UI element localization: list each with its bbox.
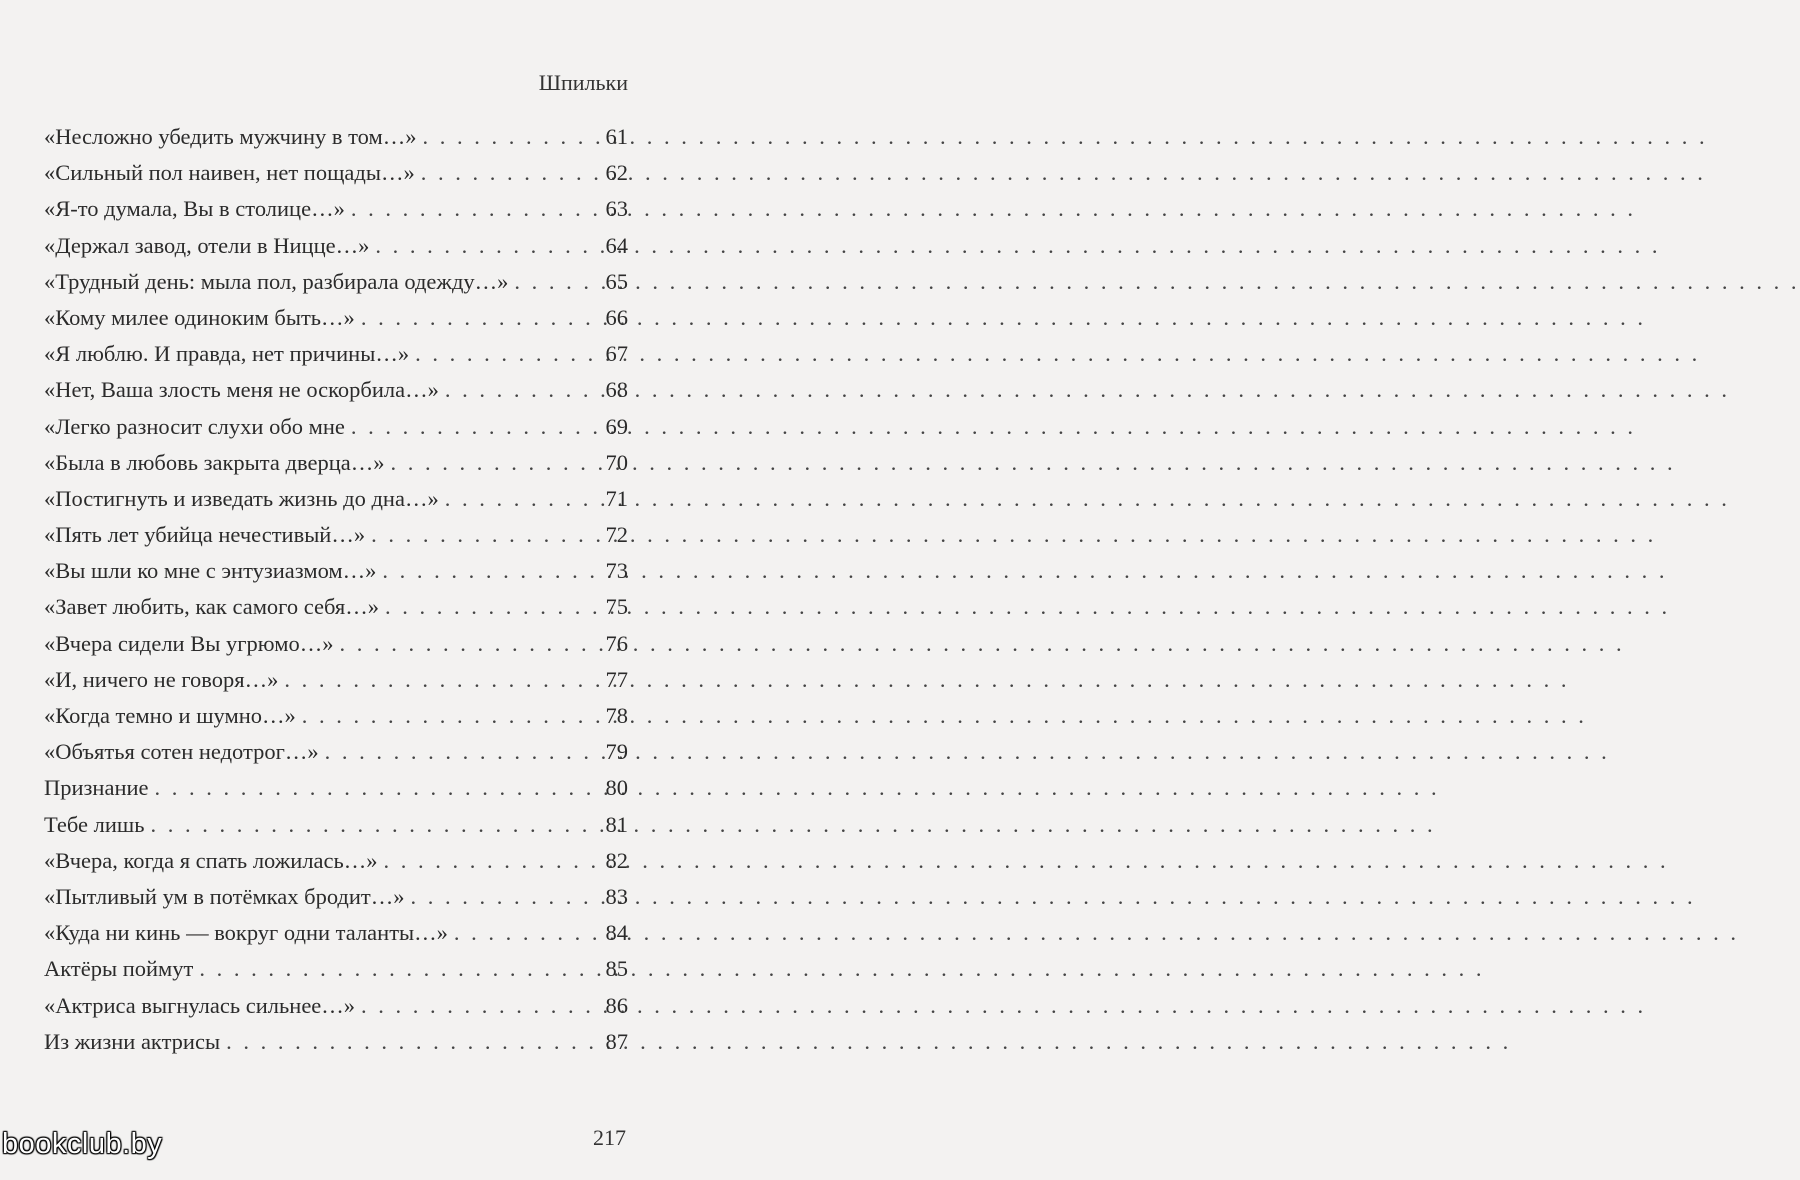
toc-entry-page: 66	[605, 304, 628, 330]
toc-entry	[44, 810, 628, 846]
toc-leader-dots	[351, 194, 600, 224]
toc-leader-dots	[385, 592, 600, 622]
toc-entry	[44, 918, 628, 954]
toc-entry-page: 83	[605, 883, 628, 909]
toc-entry-page: 77	[605, 666, 628, 692]
toc-entry	[44, 339, 628, 375]
toc-entry-page: 87	[605, 1028, 628, 1054]
toc-entry	[44, 954, 628, 990]
toc-entry	[44, 194, 628, 230]
toc-entry-page: 86	[605, 992, 628, 1018]
toc-entry-title: «Пять лет убийца нечестивый…»	[44, 522, 366, 548]
toc-leader-dots	[454, 918, 600, 948]
toc-entry-title: «Когда темно и шумно…»	[44, 703, 296, 728]
toc-entry	[44, 882, 628, 918]
toc-entry-title: «Легко разносит слухи обо мне	[44, 413, 345, 439]
toc-leader-dots	[226, 1027, 599, 1057]
toc-leader-dots	[384, 846, 600, 876]
toc-leader-dots	[415, 339, 599, 369]
toc-entry-page: 68	[605, 377, 628, 403]
toc-entry	[44, 412, 628, 448]
toc-entry	[44, 122, 628, 158]
page-number: 217	[593, 1125, 626, 1150]
toc-leader-dots	[302, 701, 600, 731]
toc-entry-page: 84	[605, 920, 628, 946]
toc-entry-title: «Объятья сотен недотрог…»	[44, 739, 319, 765]
toc-entry-title: «Актриса выгнулась сильнее…»	[44, 992, 356, 1018]
toc-entry-title: «Была в любовь закрыта дверца…»	[44, 449, 385, 475]
toc-entry-page: 72	[605, 522, 628, 548]
toc-entry-title: «Трудный день: мыла пол, разбирала одежду…»	[44, 268, 509, 294]
toc-entry	[44, 556, 628, 592]
toc-entry	[44, 231, 628, 267]
toc-entry-title: «Завет любить, как самого себя…»	[44, 594, 379, 620]
toc-entry-page: 71	[605, 485, 628, 511]
toc-entry-title: «Кому милее одиноким быть…»	[44, 304, 355, 330]
toc-entry-title: «Пытливый ум в потёмках бродит…»	[44, 883, 405, 909]
toc-entry-title: «Постигнуть и изведать жизнь до дна…»	[44, 485, 439, 511]
toc-leader-dots	[422, 122, 599, 152]
toc-entry-page: 82	[605, 847, 628, 873]
toc-entry	[44, 773, 628, 809]
toc-leader-dots	[284, 665, 599, 695]
toc-entry-page: 65	[605, 268, 628, 294]
toc-entry-title: «И, ничего не говоря…»	[44, 666, 279, 692]
toc-leader-dots	[325, 737, 600, 767]
toc-entry	[44, 303, 628, 339]
toc-leader-dots	[361, 303, 600, 333]
toc-leader-dots	[155, 773, 600, 803]
toc-entry-page: 69	[605, 413, 628, 439]
toc-entry-page: 63	[605, 196, 628, 222]
toc-entry-title: «Сильный пол наивен, нет пощады…»	[44, 160, 415, 186]
toc-leader-dots	[445, 484, 600, 514]
toc-leader-dots	[199, 954, 599, 984]
toc-leader-dots	[382, 556, 599, 586]
toc-entry-page: 62	[605, 160, 628, 186]
watermark-logo: bookclub.by	[2, 1128, 163, 1160]
toc-entry-page: 64	[605, 232, 628, 258]
toc-entry-title: «Несложно убедить мужчину в том…»	[44, 124, 417, 149]
toc-entry-title: Актёры поймут	[44, 956, 194, 982]
toc-entry-page: 76	[605, 630, 628, 656]
toc-leader-dots	[411, 882, 600, 912]
toc-entry-title: Тебе лишь	[44, 811, 145, 837]
toc-entry-title: Признание	[44, 775, 149, 801]
toc-entry	[44, 520, 628, 556]
toc-entry	[44, 629, 628, 665]
toc-entry	[44, 592, 628, 628]
toc-entry-title: «Я люблю. И правда, нет причины…»	[44, 341, 410, 367]
running-header: Шпильки	[538, 70, 628, 95]
toc-leader-dots	[371, 520, 599, 550]
table-of-contents	[44, 122, 628, 1063]
toc-entry	[44, 448, 628, 484]
toc-leader-dots	[390, 448, 599, 478]
toc-entry-page: 80	[605, 775, 628, 801]
toc-leader-dots	[151, 810, 600, 840]
toc-entry-title: Из жизни актрисы	[44, 1028, 221, 1054]
toc-leader-dots	[445, 375, 600, 405]
toc-leader-dots	[421, 158, 600, 188]
toc-entry-title: «Я-то думала, Вы в столице…»	[44, 196, 345, 222]
toc-entry	[44, 1027, 628, 1063]
toc-entry-title: «Вы шли ко мне с энтузиазмом…»	[44, 558, 377, 584]
toc-entry	[44, 375, 628, 411]
toc-entry-page: 78	[605, 703, 628, 728]
toc-entry	[44, 991, 628, 1027]
toc-entry-page: 70	[605, 449, 628, 475]
toc-leader-dots	[514, 267, 599, 297]
toc-leader-dots	[361, 991, 599, 1021]
toc-entry	[44, 484, 628, 520]
toc-entry-page: 61	[605, 124, 628, 149]
toc-entry-title: «Вчера сидели Вы угрюмо…»	[44, 630, 334, 656]
toc-leader-dots	[351, 412, 600, 442]
toc-entry-page: 85	[605, 956, 628, 982]
toc-entry	[44, 737, 628, 773]
toc-entry	[44, 846, 628, 882]
toc-entry-page: 79	[605, 739, 628, 765]
toc-entry-page: 75	[605, 594, 628, 620]
toc-entry	[44, 701, 628, 737]
toc-entry	[44, 267, 628, 303]
toc-entry	[44, 158, 628, 194]
toc-entry-page: 81	[605, 811, 628, 837]
toc-leader-dots	[339, 629, 599, 659]
toc-entry-title: «Куда ни кинь — вокруг одни таланты…»	[44, 920, 448, 946]
toc-entry-page: 73	[605, 558, 628, 584]
toc-leader-dots	[375, 231, 599, 261]
toc-entry-title: «Вчера, когда я спать ложилась…»	[44, 847, 378, 873]
toc-entry-page: 67	[605, 341, 628, 367]
toc-entry	[44, 665, 628, 701]
toc-entry-title: «Нет, Ваша злость меня не оскорбила…»	[44, 377, 439, 403]
toc-entry-title: «Держал завод, отели в Ницце…»	[44, 232, 370, 258]
